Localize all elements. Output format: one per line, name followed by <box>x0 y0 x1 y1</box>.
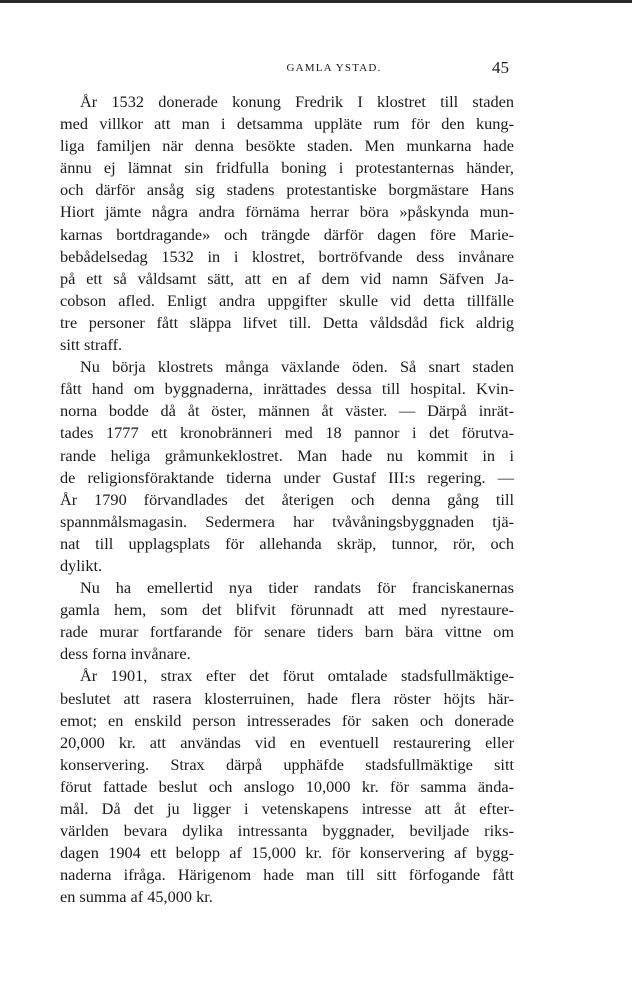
text-line: emot; en enskild person intresserades för saken och donerade <box>60 710 514 730</box>
text-line: sitt straff. <box>60 335 123 355</box>
text-line: konservering. Strax därpå upphäfde stadsfullmäktige sitt <box>60 754 514 774</box>
text-line: År 1532 donerade konung Fredrik I klostret till staden <box>80 92 514 111</box>
text-line: År 1790 förvandlades det återigen och denna gång till <box>60 489 514 509</box>
text-line: Nu ha emellertid nya tider randats för franciskanernas <box>80 578 514 598</box>
text-line: nat till upplagsplats för allehanda skräp, tunnor, rör, och <box>60 533 514 553</box>
text-line: beslutet att rasera klosterruinen, hade flera röster höjts här- <box>60 688 514 708</box>
text-line: 20,000 kr. att användas vid en eventuell restaurering eller <box>60 732 514 752</box>
text-line: naderna ifråga. Härigenom hade man till sitt förfogande fått <box>60 865 514 885</box>
text-line: rande heliga gråmunkeklostret. Man hade nu kommit in i <box>60 445 514 465</box>
text-line: gamla hem, som det blifvit förunnadt att med nyrestaure- <box>60 600 514 620</box>
text-line: cobson afled. Enligt andra uppgifter skulle vid detta tillfälle <box>60 290 514 310</box>
text-line: norna bodde då åt öster, männen åt väster. — Därpå inrät- <box>60 401 514 421</box>
text-line: karnas bortdragande» och trängde därför dagen före Marie- <box>60 224 514 244</box>
text-line: en summa af 45,000 kr. <box>60 887 213 907</box>
top-border-rule <box>0 0 632 3</box>
text-line: Nu börja klostrets många växlande öden. Så snart staden <box>80 357 514 377</box>
text-line: Hiort jämte några andra förnäma herrar böra »påskynda mun- <box>60 202 514 222</box>
text-line: rade murar fortfarande för senare tiders barn bära vittne om <box>60 622 514 642</box>
text-line: mål. Då det ju ligger i vetenskapens intresse att åt efter- <box>60 799 514 818</box>
text-line: dylikt. <box>60 555 103 575</box>
text-line: fått hand om byggnaderna, inrättades dessa till hospital. Kvin- <box>60 379 514 399</box>
text-line: bebådelsedag 1532 in i klostret, bortröfvande dess invånare <box>60 246 514 266</box>
running-head: GAMLA YSTAD. <box>286 62 382 74</box>
text-line: liga familjen när denna besökte staden. Men munkarna hade <box>60 136 514 156</box>
text-line: och därför ansåg sig stadens protestantiske borgmästare Hans <box>60 180 514 200</box>
text-line: dess forna invånare. <box>60 644 191 664</box>
text-line: tre personer fått släppa lifvet till. Detta våldsdåd fick aldrig <box>60 312 514 332</box>
text-line: på ett så våldsamt sätt, att en af dem vid namn Säfven Ja- <box>60 268 514 288</box>
text-line: dagen 1904 ett belopp af 15,000 kr. för konservering af bygg- <box>60 843 514 863</box>
text-line: spannmålsmagasin. Sedermera har tvåvåningsbyggnaden tjä- <box>60 511 514 531</box>
text-line: med villkor att man i detsamma uppläte rum för den kung- <box>60 114 514 134</box>
text-line: de religionsföraktande tiderna under Gustaf III:s regering. — <box>60 467 514 487</box>
text-line: ännu ej lämnat sin fridfulla boning i protestanternas händer, <box>60 158 514 178</box>
text-line: förut fattade beslut och anslogo 10,000 kr. för samma ända- <box>60 776 514 796</box>
text-line: världen bevara dylika intressanta byggnader, beviljade riks- <box>60 821 514 841</box>
text-line: tades 1777 ett kronobränneri med 18 pannor i det förutva- <box>60 423 514 443</box>
text-line: År 1901, strax efter det förut omtalade stadsfullmäktige- <box>80 666 514 686</box>
body-text <box>60 91 514 908</box>
page-number: 45 <box>492 58 509 77</box>
